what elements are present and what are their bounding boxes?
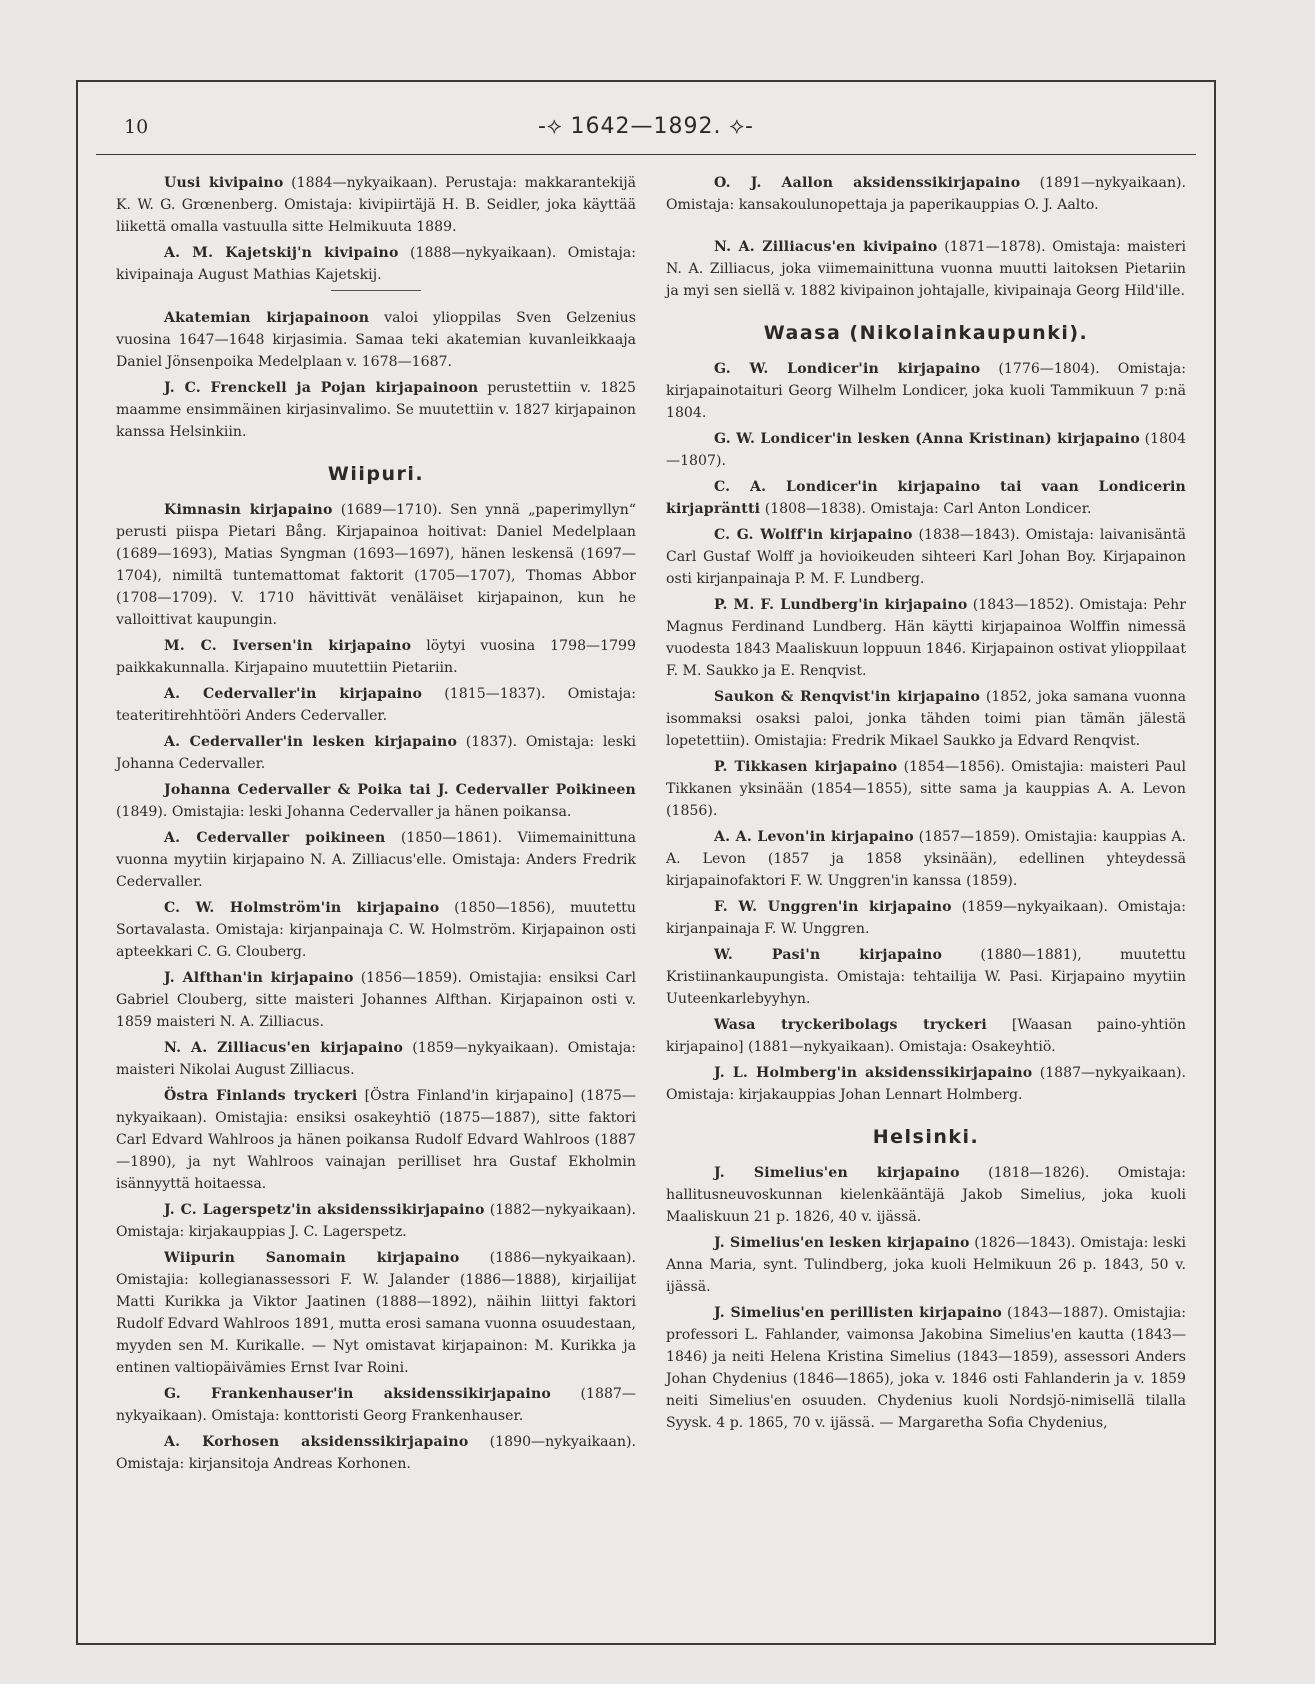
entry: G. Frankenhauser'in aksidenssikirjapaino (1887—nykyaikaan). Omistaja: konttoristi Georg Frankenhauser. <box>116 1386 636 1424</box>
entry: A. A. Levon'in kirjapaino (1857—1859). Omistajia: kauppias A. A. Levon (1857 ja 1858 yksinään), edellinen yhteydessä kirjapainofaktori F. W. Unggren'in kanssa (1859). <box>666 829 1187 889</box>
entry: F. W. Unggren'in kirjapaino (1859—nykyaikaan). Omistaja: kirjanpainaja F. W. Unggren. <box>666 899 1186 937</box>
entry: J. Simelius'en kirjapaino (1818—1826). Omistaja: hallitusneuvoskunnan kielenkääntäjä Jakob Simelius, joka kuoli Maaliskuun 21 p. 1826, 40 v. ijässä. <box>666 1165 1186 1225</box>
entry: C. G. Wolff'in kirjapaino (1838—1843). Omistaja: laivanisäntä Carl Gustaf Wolff ja hovioikeuden sihteeri Karl Johan Boy. Kirjapainon osti kirjanpainaja P. M. F. Lundberg. <box>666 527 1187 587</box>
right-column <box>666 172 1186 1438</box>
entry: Wiipurin Sanomain kirjapaino (1886—nykyaikaan). Omistajia: kollegianassessori F. W. Jalander (1886—1888), kirjailijat Matti Kurikka ja Viktor Jaatinen (1888—1892), näihin liittyi faktori Rudolf Edvard Wahlroos 1891, mutta erosi samana vuonna osuudestaan, myyden sen M. Kurikalle. — Nyt omistavat kirjapainon: M. Kurikka ja entinen valtiopäivämies Ernst Ivar Roini. <box>116 1250 636 1376</box>
header-rule <box>96 154 1196 155</box>
entry: Wasa tryckeribolags tryckeri [Waasan paino-yhtiön kirjapaino] (1881—nykyaikaan). Omistaja: Osakeyhtiö. <box>666 1017 1187 1055</box>
entry: Saukon & Renqvist'in kirjapaino (1852, joka samana vuonna isommaksi osaksi paloi, jonka tähden toimi pian tämän jälestä lopetettiin). Omistajia: Fredrik Mikael Saukko ja Edvard Renqvist. <box>666 689 1186 749</box>
entry: N. A. Zilliacus'en kirjapaino (1859—nykyaikaan). Omistaja: maisteri Nikolai August Zilliacus. <box>116 1040 636 1078</box>
entry: W. Pasi'n kirjapaino (1880—1881), muutettu Kristiinankaupungista. Omistaja: tehtailija W. Pasi. Kirjapaino myytiin Uuteenkarlebyyhyn. <box>666 947 1186 1007</box>
left-column <box>116 172 636 1479</box>
entry: Johanna Cedervaller & Poika tai J. Cedervaller Poikineen (1849). Omistajia: leski Johanna Cedervaller ja hänen poikansa. <box>116 782 636 820</box>
entry: A. M. Kajetskij'n kivipaino (1888—nykyaikaan). Omistaja: kivipainaja August Mathias Kajetskij. <box>116 245 636 283</box>
entry: J. Simelius'en lesken kirjapaino (1826—1843). Omistaja: leski Anna Maria, synt. Tulindberg, joka kuoli Helmikuun 26 p. 1843, 50 v. ijässä. <box>666 1235 1186 1295</box>
entry: Akatemian kirjapainoon valoi ylioppilas Sven Gelzenius vuosina 1647—1648 kirjasimia. Samaa teki akatemian kuvanleikkaaja Daniel Jönsenpoika Medelplaan v. 1678—1687. <box>116 310 636 370</box>
entry: C. A. Londicer'in kirjapaino tai vaan Londicerin kirjapräntti (1808—1838). Omistaja: Carl Anton Londicer. <box>666 479 1186 517</box>
page-frame <box>76 80 1216 1645</box>
section-heading-helsinki: Helsinki. <box>872 1126 980 1148</box>
entry: O. J. Aallon aksidenssikirjapaino (1891—nykyaikaan). Omistaja: kansakoulunopettaja ja paperikauppias O. J. Aalto. <box>666 175 1186 213</box>
entry: P. Tikkasen kirjapaino (1854—1856). Omistajia: maisteri Paul Tikkanen yksinään (1854—1855), sitte sama ja kauppias A. A. Levon (1856). <box>666 759 1186 819</box>
entry: J. C. Frenckell ja Pojan kirjapainoon perustettiin v. 1825 maamme ensimmäinen kirjasinvalimo. Se muutettiin v. 1827 kirjapainon kanssa Helsinkiin. <box>116 380 636 440</box>
section-heading-waasa: Waasa (Nikolainkaupunki). <box>763 322 1089 344</box>
entry: J. C. Lagerspetz'in aksidenssikirjapaino (1882—nykyaikaan). Omistaja: kirjakauppias J. C. Lagerspetz. <box>116 1202 637 1240</box>
entry: A. Cedervaller poikineen (1850—1861). Viimemainittuna vuonna myytiin kirjapaino N. A. Zilliacus'elle. Omistaja: Anders Fredrik Cedervaller. <box>116 830 636 890</box>
entry: Uusi kivipaino (1884—nykyaikaan). Perustaja: makkarantekijä K. W. G. Grœnenberg. Omistaja: kivipiirtäjä H. B. Seidler, joka käyttää liikettä omalla vastuulla sitte Helmikuuta 1889. <box>116 175 636 235</box>
entry: M. C. Iversen'in kirjapaino löytyi vuosina 1798—1799 paikkakunnalla. Kirjapaino muutettiin Pietariin. <box>116 638 636 676</box>
entry: A. Korhosen aksidenssikirjapaino (1890—nykyaikaan). Omistaja: kirjansitoja Andreas Korhonen. <box>116 1434 636 1472</box>
running-head: -⟡ 1642—1892. ⟡- <box>538 114 754 139</box>
entry: G. W. Londicer'in lesken (Anna Kristinan) kirjapaino (1804—1807). <box>666 431 1186 469</box>
entry: Östra Finlands tryckeri [Östra Finland'in kirjapaino] (1875—nykyaikaan). Omistajia: ensiksi osakeyhtiö (1875—1887), sitte faktori Carl Edvard Wahlroos ja hänen poikansa Rudolf Edvard Wahlroos (1887—1890), ja nyt Wahlroos vainajan perilliset hra Gustaf Ekholmin isännyyttä hoitaessa. <box>116 1088 636 1192</box>
entry: J. Simelius'en perillisten kirjapaino (1843—1887). Omistajia: professori L. Fahlander, vaimonsa Jakobina Simelius'en kautta (1843—1846) ja neiti Helena Kristina Simelius (1843—1859), assessori Anders Johan Chydenius (1846—1865), joka v. 1846 osti Fahlanderin ja v. 1859 neiti Simelius'en osuuden. Chydenius kuoli Nordsjö-nimisellä tilalla Syysk. 4 p. 1865, 70 v. ijässä. — Margaretha Sofia Chydenius, <box>666 1305 1187 1431</box>
entry: N. A. Zilliacus'en kivipaino (1871—1878). Omistaja: maisteri N. A. Zilliacus, joka viimemainittuna vuonna muutti laitoksen Pietariin ja myi sen siellä v. 1882 kivipainon johtajalle, kivipainaja Georg Hild'ille. <box>666 239 1187 299</box>
section-divider <box>331 290 421 291</box>
entry: C. W. Holmström'in kirjapaino (1850—1856), muutettu Sortavalasta. Omistaja: kirjanpainaja C. W. Holmström. Kirjapainon osti apteekkari C. G. Clouberg. <box>116 900 636 960</box>
entry: J. L. Holmberg'in aksidenssikirjapaino (1887—nykyaikaan). Omistaja: kirjakauppias Johan Lennart Holmberg. <box>666 1065 1187 1103</box>
entry: A. Cedervaller'in lesken kirjapaino (1837). Omistaja: leski Johanna Cedervaller. <box>116 734 636 772</box>
page-header <box>96 102 1196 148</box>
section-heading-wiipuri: Wiipuri. <box>327 463 425 485</box>
entry: J. Alfthan'in kirjapaino (1856—1859). Omistajia: ensiksi Carl Gabriel Clouberg, sitte maisteri Johannes Alfthan. Kirjapainon osti v. 1859 maisteri N. A. Zilliacus. <box>116 970 636 1030</box>
entry: A. Cedervaller'in kirjapaino (1815—1837). Omistaja: teateritirehhtööri Anders Cedervaller. <box>116 686 636 724</box>
entry: Kimnasin kirjapaino (1689—1710). Sen ynnä „paperimyllyn“ perusti piispa Pietari Bång. Kirjapainoa hoitivat: Daniel Medelplaan (1689—1693), Matias Syngman (1693—1697), hänen leskensä (1697—1704), nimiltä tuntemattomat faktorit (1705—1707), Thomas Abbor (1708—1709). V. 1710 hävittivät venäläiset kirjapainon, kun he valloittivat kaupungin. <box>116 502 636 628</box>
entry: G. W. Londicer'in kirjapaino (1776—1804). Omistaja: kirjapainotaituri Georg Wilhelm Londicer, joka kuoli Tammikuun 7 p:nä 1804. <box>666 361 1187 421</box>
page-number: 10 <box>124 116 149 138</box>
entry: P. M. F. Lundberg'in kirjapaino (1843—1852). Omistaja: Pehr Magnus Ferdinand Lundberg. Hän käytti kirjapainoa Wolffin nimessä vuodesta 1843 Maaliskuun loppuun 1846. Kirjapainon ostivat ylioppilaat F. M. Saukko ja E. Renqvist. <box>666 597 1187 679</box>
